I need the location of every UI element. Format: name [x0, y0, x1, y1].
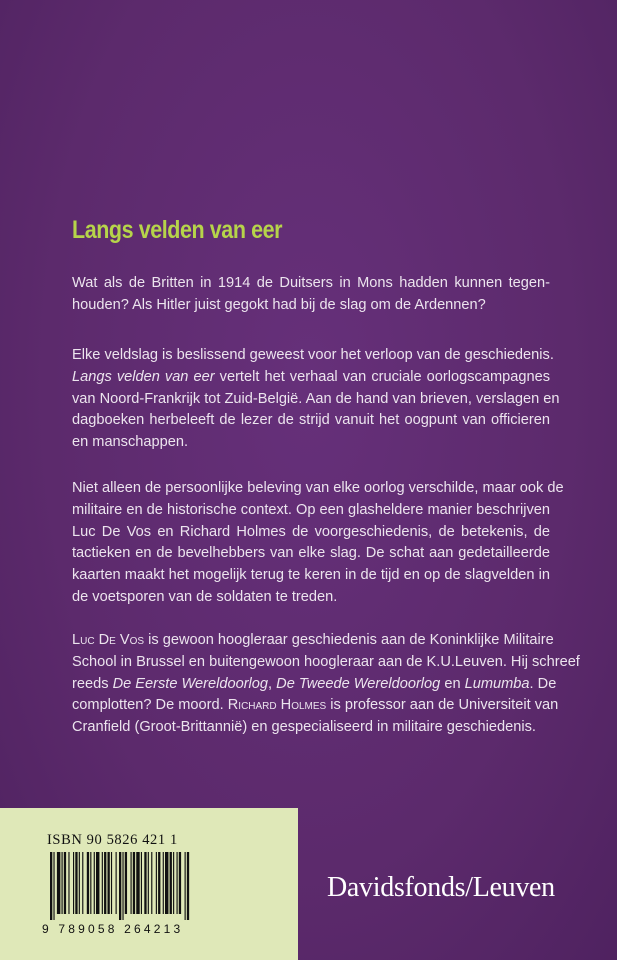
- text-line: tactieken en de bevelhebbers van elke slag. De schat aan gedetailleerde: [72, 545, 550, 562]
- text-line: de voetsporen van de soldaten te treden.: [72, 588, 338, 605]
- paragraph-authors: [72, 630, 580, 739]
- barcode-bar: [163, 852, 164, 914]
- book-title-italic: De Eerste Wereldoorlog: [112, 675, 269, 692]
- barcode-bar: [90, 852, 91, 914]
- paragraph-summary: [72, 345, 560, 454]
- barcode-bar: [62, 852, 63, 914]
- barcode-bar: [141, 852, 142, 914]
- text-line: Niet alleen de persoonlijke beleving van elke oorlog verschilde, maar ook de: [72, 480, 564, 496]
- barcode-bar: [119, 852, 121, 920]
- barcode-bar: [144, 852, 146, 914]
- text-line: School in Brussel en buitengewoon hoogleraar aan de K.U.Leuven. Hij schreef: [72, 653, 580, 670]
- text-line: dagboeken herbeleeft de lezer de strijd vanuit het oogpunt van officieren: [72, 412, 550, 429]
- barcode-bar: [187, 852, 189, 920]
- barcode-bar: [179, 852, 181, 914]
- barcode-bar: [96, 852, 99, 914]
- text-line: Luc De Vos is gewoon hoogleraar geschiedenis aan de Koninklijke Militaire: [72, 632, 554, 648]
- paragraph-context: [72, 478, 564, 609]
- text-line: Luc De Vos en Richard Holmes de voorgeschiedenis, de betekenis, de: [72, 523, 550, 540]
- barcode-bar: [94, 852, 95, 914]
- barcode-bar: [151, 852, 152, 914]
- barcode-bar: [185, 852, 186, 920]
- text-line: reeds De Eerste Wereldoorlog, De Tweede Wereldoorlog en Lumumba. De: [72, 675, 557, 692]
- barcode-bar: [64, 852, 66, 914]
- barcode-bar: [158, 852, 160, 914]
- text-line: kaarten maakt het mogelijk terug te keren in de tijd en op de slagvelden in: [72, 567, 550, 584]
- barcode-bar: [75, 852, 77, 914]
- text-line: en manschappen.: [72, 434, 189, 451]
- author-name: Luc De Vos: [72, 632, 145, 648]
- text-line: Elke veldslag is beslissend geweest voor het verloop van de geschiedenis.: [72, 347, 554, 363]
- text-line: Wat als de Britten in 1914 de Duitsers in Mons hadden kunnen tegen-: [72, 275, 550, 291]
- text-line: Cranfield (Groot-Brittannië) en gespecialiseerd in militaire geschiedenis.: [72, 719, 536, 736]
- barcode-bar: [173, 852, 174, 914]
- barcode-bar: [148, 852, 149, 914]
- barcode-bar: [57, 852, 60, 914]
- book-title-italic: De Tweede Wereldoorlog: [276, 675, 441, 692]
- barcode-bar: [156, 852, 157, 914]
- barcode-bar: [68, 852, 69, 914]
- barcode-bar: [170, 852, 172, 914]
- text-line: houden? Als Hitler juist gegokt had bij de slag om de Ardennen?: [72, 296, 486, 313]
- barcode-bar: [102, 852, 103, 914]
- barcode-bar: [125, 852, 127, 914]
- barcode-bar: [53, 852, 54, 920]
- barcode-bar: [50, 852, 52, 920]
- barcode-bar: [87, 852, 89, 914]
- barcode-bar: [82, 852, 83, 914]
- barcode-digits: 9 789058 264213: [42, 922, 184, 936]
- publisher-logo: Davidsfonds/Leuven: [327, 872, 555, 903]
- text-line: Langs velden van eer vertelt het verhaal van cruciale oorlogscampagnes: [72, 368, 550, 385]
- barcode-bar: [131, 852, 132, 914]
- barcode-bar: [177, 852, 178, 914]
- barcode-bar: [122, 852, 123, 920]
- barcode-bar: [79, 852, 80, 914]
- barcode-bar: [165, 852, 168, 914]
- text-line: van Noord-Frankrijk tot Zuid-België. Aan de hand van brieven, verslagen en: [72, 390, 560, 407]
- author-name: Richard Holmes: [227, 697, 327, 714]
- book-title-italic: Lumumba: [464, 675, 530, 692]
- barcode-icon: [48, 852, 258, 920]
- paragraph-intro: [72, 273, 550, 317]
- text-line: complotten? De moord. Richard Holmes is professor aan de Universiteit van: [72, 697, 559, 714]
- isbn-label: ISBN 90 5826 421 1: [47, 832, 178, 848]
- barcode-bar: [111, 852, 112, 914]
- barcode-bar: [104, 852, 106, 914]
- barcode-bar: [116, 852, 117, 914]
- barcode-bar: [136, 852, 139, 914]
- text-line: militaire en de historische context. Op een glasheldere manier beschrijven: [72, 501, 550, 518]
- book-title-italic: Langs velden van eer: [72, 368, 215, 385]
- barcode-bar: [73, 852, 74, 914]
- book-title: Langs velden van eer: [72, 216, 283, 244]
- barcode-bar: [133, 852, 135, 914]
- barcode-bar: [108, 852, 110, 914]
